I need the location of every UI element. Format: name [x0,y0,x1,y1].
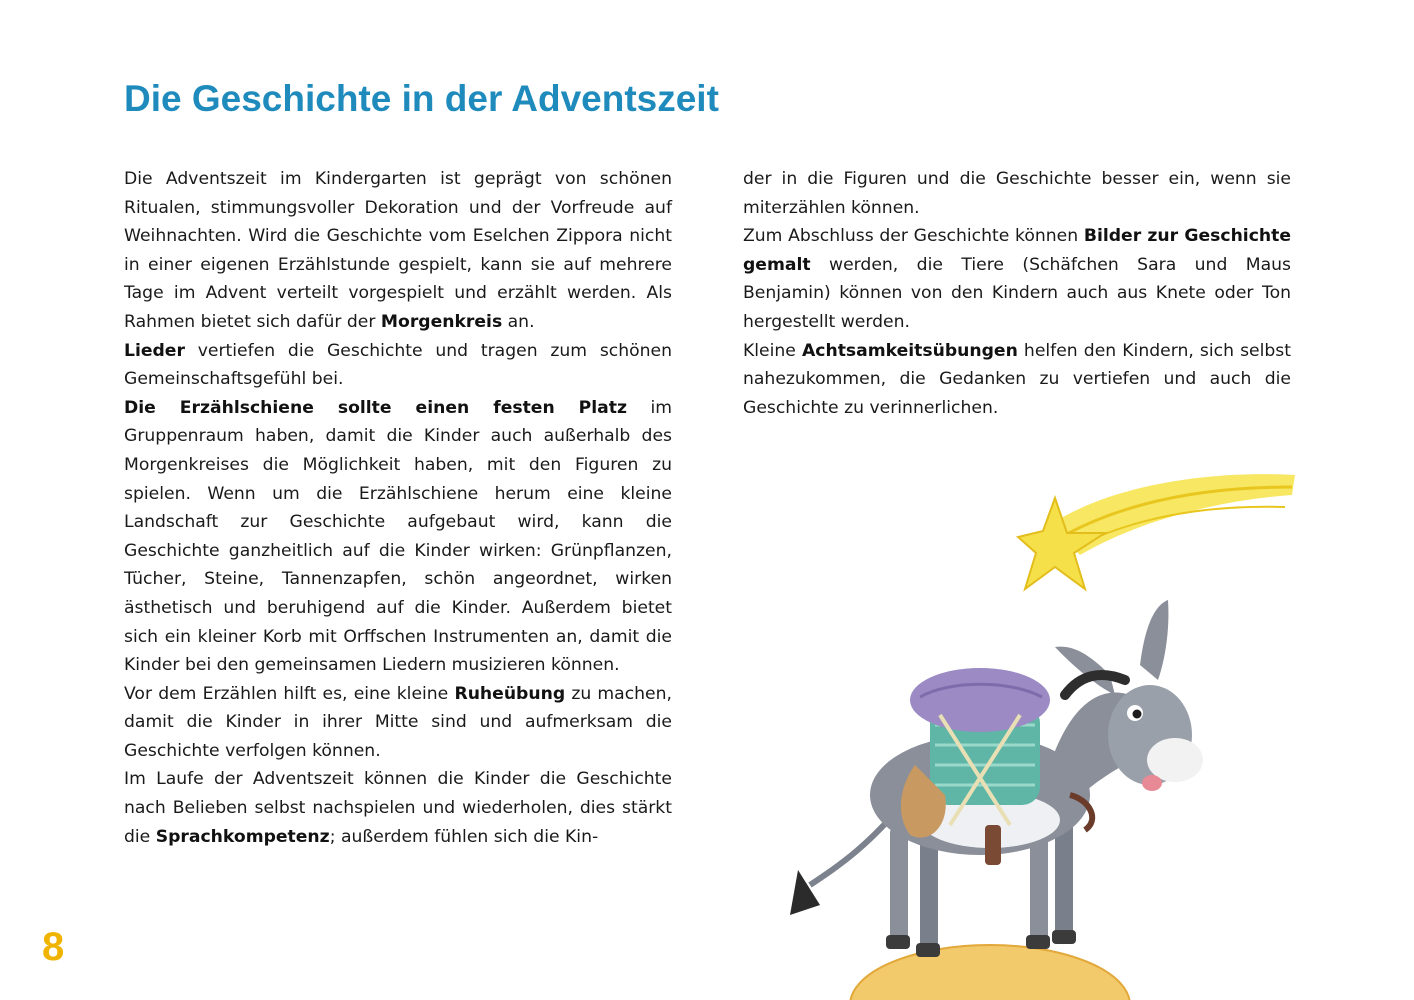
paragraph-continuation [743,165,1291,222]
text-run: ; außerdem fühlen sich die Kin- [329,826,599,847]
paragraph-bilder [743,222,1291,336]
paragraph-morgenkreis [124,165,672,337]
keyword-sprachkompetenz: Sprachkompetenz [155,826,330,847]
left-text-column [124,165,672,851]
text-run: zu machen, damit die Kinder in ihrer Mitte sind und aufmerksam die Geschichte verfolgen können. [124,683,672,761]
keyword-achtsamkeit: Achtsamkeitsübungen [801,340,1018,361]
text-run: der in die Figuren und die Geschichte besser ein, wenn sie miterzählen können. [743,169,1291,218]
text-run: Im Laufe der Adventszeit können die Kinder die Geschichte nach Belieben selbst nachspielen und wiederholen, dies stärkt die [124,769,672,847]
keyword-erzaehlschiene: Die Erzählschiene sollte einen festen Platz [124,397,627,418]
donkey-illustration [780,465,1310,1000]
paragraph-lieder [124,337,672,394]
page-number: 8 [42,925,65,969]
keyword-lieder: Lieder [124,340,185,361]
text-run: Zum Abschluss der Geschichte können [743,226,1084,247]
paragraph-ruheuebung [124,680,672,766]
text-run: vertiefen die Geschichte und tragen zum schönen Gemeinschaftsgefühl bei. [124,340,672,390]
text-run: Vor dem Erzählen hilft es, eine kleine [124,683,455,704]
paragraph-erzaehlschiene [124,394,672,680]
keyword-ruheuebung: Ruheübung [454,683,566,704]
keyword-morgenkreis: Morgenkreis [380,311,503,332]
page-title: Die Geschichte in der Adventszeit [124,78,719,119]
right-text-column [743,165,1291,422]
text-run: helfen den Kindern, sich selbst nahezukommen, die Gedanken zu vertiefen und auch die Geschichte zu verinnerlichen. [743,340,1291,418]
shooting-star-icon [1018,474,1295,589]
text-run: werden, die Tiere (Schäfchen Sara und Maus Benjamin) können von den Kindern auch aus Knete oder Ton hergestellt werden. [743,254,1291,332]
text-run: an. [502,311,535,332]
paragraph-sprachkompetenz [124,765,672,851]
text-run: im Gruppenraum haben, damit die Kinder auch außerhalb des Morgenkreises die Möglichkeit haben, mit den Figuren zu spielen. Wenn um die Erzählschiene herum eine kleine Landschaft zur Geschichte aufgebaut wird, kann die Geschichte ganzheitlich auf die Kinder wirken: Grünpflanzen, Tücher, Steine, Tannenzapfen, schön angeordnet, wirken ästhetisch und beruhigend auf die Kinder. Außerdem bietet sich ein kleiner Korb mit Orffschen Instrumenten an, damit die Kinder bei den gemeinsamen Liedern musizieren können. [124,397,672,676]
text-run: Kleine [743,340,802,361]
text-run: Die Adventszeit im Kindergarten ist geprägt von schönen Ritualen, stimmungsvoller Dekoration und der Vorfreude auf Weihnachten. Wird die Geschichte vom Eselchen Zippora nicht in einer eigenen Erzählstunde gespielt, kann sie auf mehrere Tage im Advent verteilt vorgespielt und erzählt werden. Als Rahmen bietet sich dafür der [124,169,672,332]
keyword-bilder: Bilder zur Geschichte gemalt [743,226,1291,275]
paragraph-achtsamkeit [743,337,1291,423]
ground-mound [850,945,1130,1000]
